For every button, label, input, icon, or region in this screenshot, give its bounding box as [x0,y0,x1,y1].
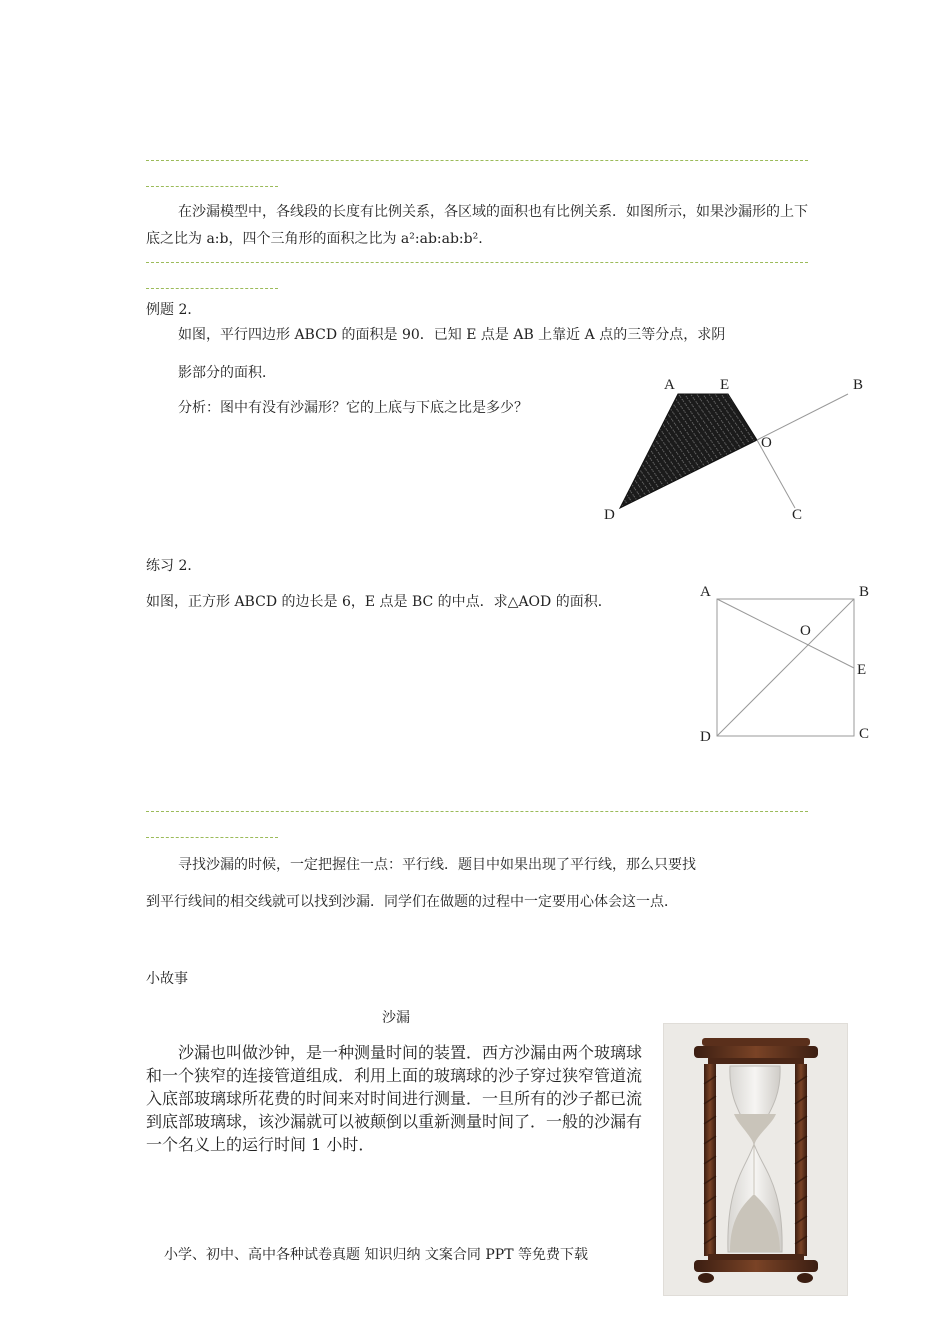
exercise-question: 如图，正方形 ABCD 的边长是 6，E 点是 BC 的中点．求△AOD 的面积． [146,594,612,610]
square-figure [690,576,890,751]
point-label-D: D [604,507,615,523]
intro-paragraph: 在沙漏模型中，各线段的长度有比例关系，各区域的面积也有比例关系．如图所示，如果沙漏形的上下底之比为 a:b，四个三角形的面积之比为 a²:ab:ab:b². [146,204,808,247]
dashed-divider [146,262,808,263]
example-heading: 例题 2． [146,302,202,318]
dashed-divider [146,837,278,838]
dashed-divider [146,186,278,187]
example-question-line2: 影部分的面积． [178,365,276,381]
example-analysis: 分析：图中有没有沙漏形？它的上底与下底之比是多少？ [178,400,528,416]
segment-AE [717,599,854,668]
point-label-O: O [800,623,811,639]
point-label-A: A [664,377,675,393]
point-label-B: B [853,377,864,393]
point-label-C: C [792,507,803,523]
story-body: 沙漏也叫做沙钟，是一种测量时间的装置．西方沙漏由两个玻璃球和一个狭窄的连接管道组成．利用上面的玻璃球的沙子穿过狭窄管道流入底部玻璃球所花费的时间来对时间进行测量．一旦所有的沙子都已流到底部玻璃球，该沙漏就可以被颠倒以重新测量时间了．一般的沙漏有一个名义上的运行时间 1 小时． [146,1043,643,1154]
point-label-A: A [700,584,711,600]
point-label-E: E [857,662,867,678]
dashed-divider [146,811,808,812]
segment-OB [757,394,848,440]
hourglass-figure [590,368,880,528]
point-label-D: D [700,729,711,745]
point-label-E: E [720,377,730,393]
footer-text: 小学、初中、高中各种试卷真题 知识归纳 文案合同 PPT 等免费下载 [164,1247,588,1263]
segment-DB [717,599,854,736]
dashed-divider [146,160,808,161]
story-title: 沙漏 [382,1010,410,1026]
point-label-O: O [761,435,772,451]
tip-line2: 到平行线间的相交线就可以找到沙漏．同学们在做题的过程中一定要用心体会这一点． [146,894,678,910]
dashed-divider [146,288,278,289]
exercise-heading: 练习 2． [146,558,202,574]
story-section-label: 小故事 [146,971,188,987]
tip-line1: 寻找沙漏的时候，一定把握住一点：平行线．题目中如果出现了平行线，那么只要找 [178,857,696,873]
point-label-B: B [859,584,870,600]
shaded-region [620,394,757,508]
point-label-C: C [859,726,870,742]
example-question-line1: 如图，平行四边形 ABCD 的面积是 90．已知 E 点是 AB 上靠近 A 点的三等分点，求阴 [178,327,726,343]
hourglass-photo [663,1023,848,1296]
